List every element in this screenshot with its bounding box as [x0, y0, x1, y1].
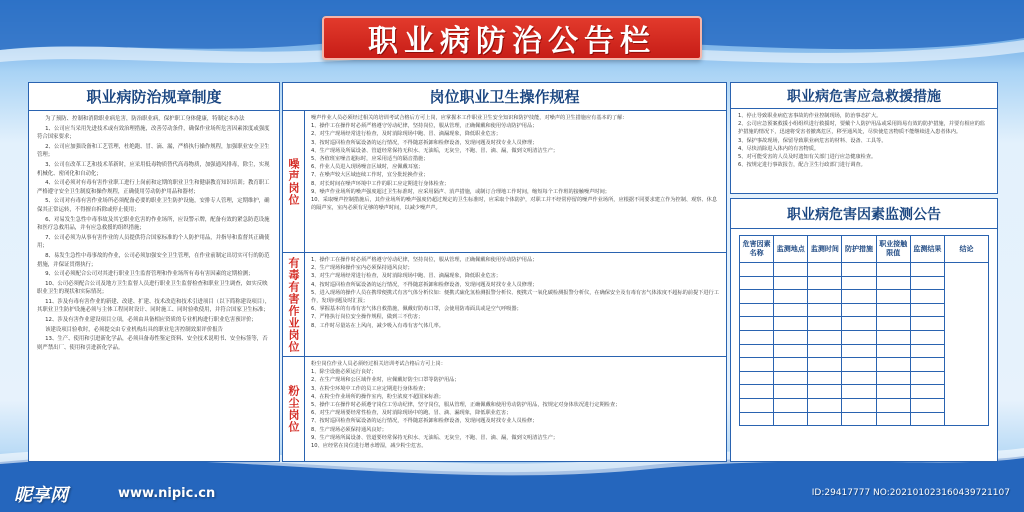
rule-item: 5、操作工在操作时必须遵守岗位工劳动纪律，坚守岗位，服从管理，正确佩戴和使用劳动防护用品，按规定对身体状况进行定期检查； — [311, 402, 621, 409]
regulation-item: 7、公司必须为从事有害作业的人员提供符合国家标准的个人防护用品，并指导和监督其正确使用； — [37, 234, 270, 250]
rule-item: 10、采取噪声控制措施后，其作业场所的噪声强度仍超过规定的卫生标准时，应采取个体防护，对职工并不经常停留的噪声作业场所，应根据不同要求建立作为控制、观察、休息的隔声室，室内必须有足够的噪声时间，以减少噪声声。 — [311, 197, 718, 212]
rule-item: 3、在粉尘环境中工作的员工应定期进行身体检查； — [311, 385, 429, 392]
rule-item: 6、掌握基本的有毒有害气体自救措施，佩戴好防毒口罩，会使用防毒面具或是空气呼吸器； — [311, 306, 522, 313]
rule-item: 1、除尘设施必须运行良好； — [311, 369, 377, 376]
regulation-item: 该建设项目验收时，必须提交由专业机构出具的职业危害控制效果评价报告 — [45, 326, 223, 333]
rule-item: 6、作业人员进入现场噪音区域时，应佩戴耳塞； — [311, 164, 424, 171]
regulation-item: 5、公司对有毒有害作业场所必须配备必要的职业卫生防护设施，安排专人管理，定期维护，确保其正常运转，不得擅自拆除或停止使用； — [37, 198, 270, 213]
rule-item: 4、在粉尘作业场所的操作室内，粉尘浓度不超国家标准； — [311, 393, 444, 400]
regulation-item: 3、公司在改革工艺和技术革新时，应采用低毒物质替代高毒物质，加强通风排毒，除尘，实现机械化、密闭化和自动化； — [37, 161, 270, 177]
rule-item: 1、操作工在操作时必须严格遵守劳动纪律，坚持岗位，服从管理，正确佩戴和使用劳动防护用品； — [311, 257, 538, 263]
emergency-heading: 职业病危害应急救援措施 — [731, 83, 997, 109]
rule-item: 8、工作时尽量站在上风向，减少吸入有毒有害气体几率。 — [311, 322, 444, 329]
regulation-item: 6、对易发生急性中毒事故及其它职业危害的作业场所，应设警示牌，配备有效的紧急防范设施和医疗急救用品，并有应急救援的组织措施； — [37, 216, 270, 232]
column-header: 防护措施 — [842, 236, 876, 263]
emergency-panel — [730, 82, 998, 194]
rule-item: 3、对生产现场经常进行检查，及时消除现场中跑、冒、滴漏现象，降低职业危害； — [311, 273, 502, 280]
column-header: 危害因素名称 — [740, 236, 774, 263]
regulation-item: 4、公司必须对有毒有害作业职工进行上岗前和定期的职业卫生和健康教育知识培训；教育职工严格遵守安全卫生制度和操作规程，正确使用劳动防护用品和器材； — [37, 180, 270, 195]
emergency-item: 4、尽快消除进入体内的有害物质。 — [738, 145, 820, 152]
rule-item: 7、严格执行岗位安全操作规程，做到三不伤害； — [311, 314, 424, 321]
regulation-item: 11、涉及有毒有害作业的新建、改建、扩建、技术改造和技术引进项目（以下简称建设项目），其职业卫生防护设施必须与主体工程同时设计、同时施工、同时验收使用，并符合国家卫生标准； — [37, 298, 271, 314]
monitoring-heading: 职业病危害因素监测公告 — [731, 199, 997, 229]
monitoring-table — [739, 235, 989, 426]
rule-item: 1、操作工在操作时必须严格遵守劳动纪律，坚持岗位，服从管理，正确佩戴和使用劳动防护用品； — [311, 123, 538, 130]
emergency-item: 1、停止导致职业病危害事故的作业控制现场，防治事态扩大。 — [738, 113, 882, 119]
column-header: 监测时间 — [808, 236, 842, 263]
emergency-item: 2、公司应急预案救援小组组织进行救援时，要戴个人防护用品或采用简易有效的防护措施，并要有相应的监护措施的情况下，迅速将受害者撤离危区，移至通风处，尽快使危害物质不能继续进入患者体内。 — [738, 121, 986, 136]
column-header: 监测结果 — [910, 236, 944, 263]
monitoring-panel — [730, 198, 998, 462]
regulation-item: 10、公司必须配合公司及地方卫生监督人员进行职业卫生监督检查和职业卫生调查，如实反映职业卫生的现状和实际情况； — [37, 280, 268, 296]
rule-item: 5、各值班室噪音超标时，应采用适当的隔音措施； — [311, 156, 429, 163]
rule-item: 4、生产现场及所属设备、管道经常保持无积水、无油垢，无灰尘，不跑、冒、滴、漏，做到文明清洁生产； — [311, 147, 559, 154]
section-noise — [283, 111, 726, 253]
section-toxic — [283, 253, 726, 357]
rule-item: 噪声作业人员必须经过相关的培训考试合格后方可上岗，应掌握本工作职业卫生安全知识和防护技能，对噪声的卫生措施应有基本的了解： — [311, 115, 628, 121]
regulation-item: 9、公司必须配合公司对其进行职业卫生监督管理和作业场所有毒有害因素的定期检测； — [45, 271, 254, 278]
rule-item: 2、生产现场和操作室内必须保持通风良好； — [311, 265, 413, 272]
title-banner — [322, 16, 702, 60]
column-header: 监测地点 — [774, 236, 808, 263]
rule-item: 4、按时巡回检查所属设备的运行情况，不得随意拆卸和检修设备，发现问题及时找专业人员修理； — [311, 281, 538, 288]
rule-item: 8、生产现场必须保持通风良好； — [311, 426, 387, 433]
rule-item: 10、应经常在岗位进行增水增湿，减少粉尘危害。 — [311, 443, 427, 450]
watermark-logo: 昵享网 — [14, 485, 68, 506]
section-dust — [283, 357, 726, 461]
rule-item: 7、按时巡回检查所属设备的运行情况，不得随意拆卸和检修设备，发现问题及时找专业人员检修； — [311, 418, 538, 425]
operation-rules-panel — [282, 82, 727, 462]
table-row — [740, 263, 989, 277]
rule-item: 9、生产现场所属设备、管道要经常保持无积水、无油垢、无灰尘，不跑、冒、滴、漏，做到文明清洁生产； — [311, 434, 559, 441]
watermark-id: ID:29417777 NO:20210102316043972110​7 — [811, 488, 1010, 498]
regulation-item: 12、涉及有害作业建设项目立项，必须由具备相应资质的专业机构进行职业危害预评价； — [45, 317, 257, 324]
page-title: 职业病防治公告栏 — [368, 24, 656, 59]
rule-item: 3、按时巡回检查所属设备的运行情况，不得随意拆卸和检修设备，发现问题及时找专业人员修理； — [311, 139, 538, 146]
column-header: 职业接触限值 — [876, 236, 910, 263]
regulations-heading: 职业病防治规章制度 — [29, 83, 279, 111]
emergency-item: 5、对可能受害的人员及时遗知有关部门进行应急健康检查。 — [738, 154, 877, 161]
regulation-item: 8、易发生急性中毒事故的作业，公司必须加强安全卫生管理，在作业前制定出切实可行的防范措施，并保证贯彻执行； — [37, 252, 270, 268]
emergency-item: 3、保护事故现场，保留导致职业病危害的材料、设备、工具等。 — [738, 137, 887, 144]
rule-item: 6、对生产现场要经常性检查，及时消除现场中的跑、冒、滴、漏现象，降低职业危害； — [311, 410, 512, 417]
regulation-item: 为了预防、控制和消除职业病危害，防治职业病，保护职工身体健康，特制定本办法 — [45, 116, 245, 122]
regulation-item: 2、公司应加强设备和工艺管理，杜绝跑、冒、滴、漏，严格执行操作规程，加强职业安全卫生管理； — [37, 143, 270, 159]
rule-item: 2、在生产现场和公区域作业时，应佩戴好防尘口罩等防护用品； — [311, 377, 460, 384]
emergency-item: 6、按规定进行事故报告，配合卫生行政部门进行调查。 — [738, 162, 866, 169]
regulations-body — [29, 111, 279, 357]
rule-item: 9、噪声作业场所的噪声强度超过卫生标准时，应采用隔声、消声措施，或制订合理地工作时间，缩短每个工作班的接触噪声时间； — [311, 188, 610, 195]
rule-item: 5、进入现场的操作人员在携带便携式有害气体分析仪如：便携式硫化氢检测报警分析仪、便携式一氧化碳检测报警分析仪，在确保安全及有毒有害气体浓度不超标的前提下进行工作，发现问题及时汇报； — [311, 289, 719, 305]
regulation-item: 13、生产、使用和引进新化学品，必须具备毒性鉴定资料、安全技术说明书、安全标签等，否则严禁出厂、使用和引进新化学品。 — [37, 336, 268, 351]
rule-item: 8、对长时间在噪声环境中工作的职工应定期进行身体检查； — [311, 180, 450, 187]
regulations-panel — [28, 82, 280, 462]
rule-item: 粉尘岗位作业人员必须经过相关培训考试合格后方可上岗： — [311, 361, 446, 367]
operation-rules-heading: 岗位职业卫生操作规程 — [283, 83, 726, 111]
section-label-toxic: 有毒有害作业岗位 — [287, 256, 300, 353]
rule-item: 7、在噪声较大区域连续工作时，宜分批轮换作业； — [311, 172, 429, 179]
section-label-dust: 粉尘岗位 — [287, 385, 300, 433]
watermark-url: www.nipic.cn — [118, 486, 216, 501]
regulation-item: 1、公司应当采用先进技术或有效治理措施，改善劳动条件，确保作业场所危害因素浓度或强度符合国家要求； — [37, 125, 270, 141]
monitoring-table-body — [740, 263, 989, 426]
column-header: 结论 — [945, 236, 989, 263]
section-label-noise: 噪声岗位 — [287, 157, 300, 206]
rule-item: 2、对生产现场经常进行检查，及时消除现场中跑、冒、滴漏现象，降低职业危害； — [311, 131, 502, 138]
